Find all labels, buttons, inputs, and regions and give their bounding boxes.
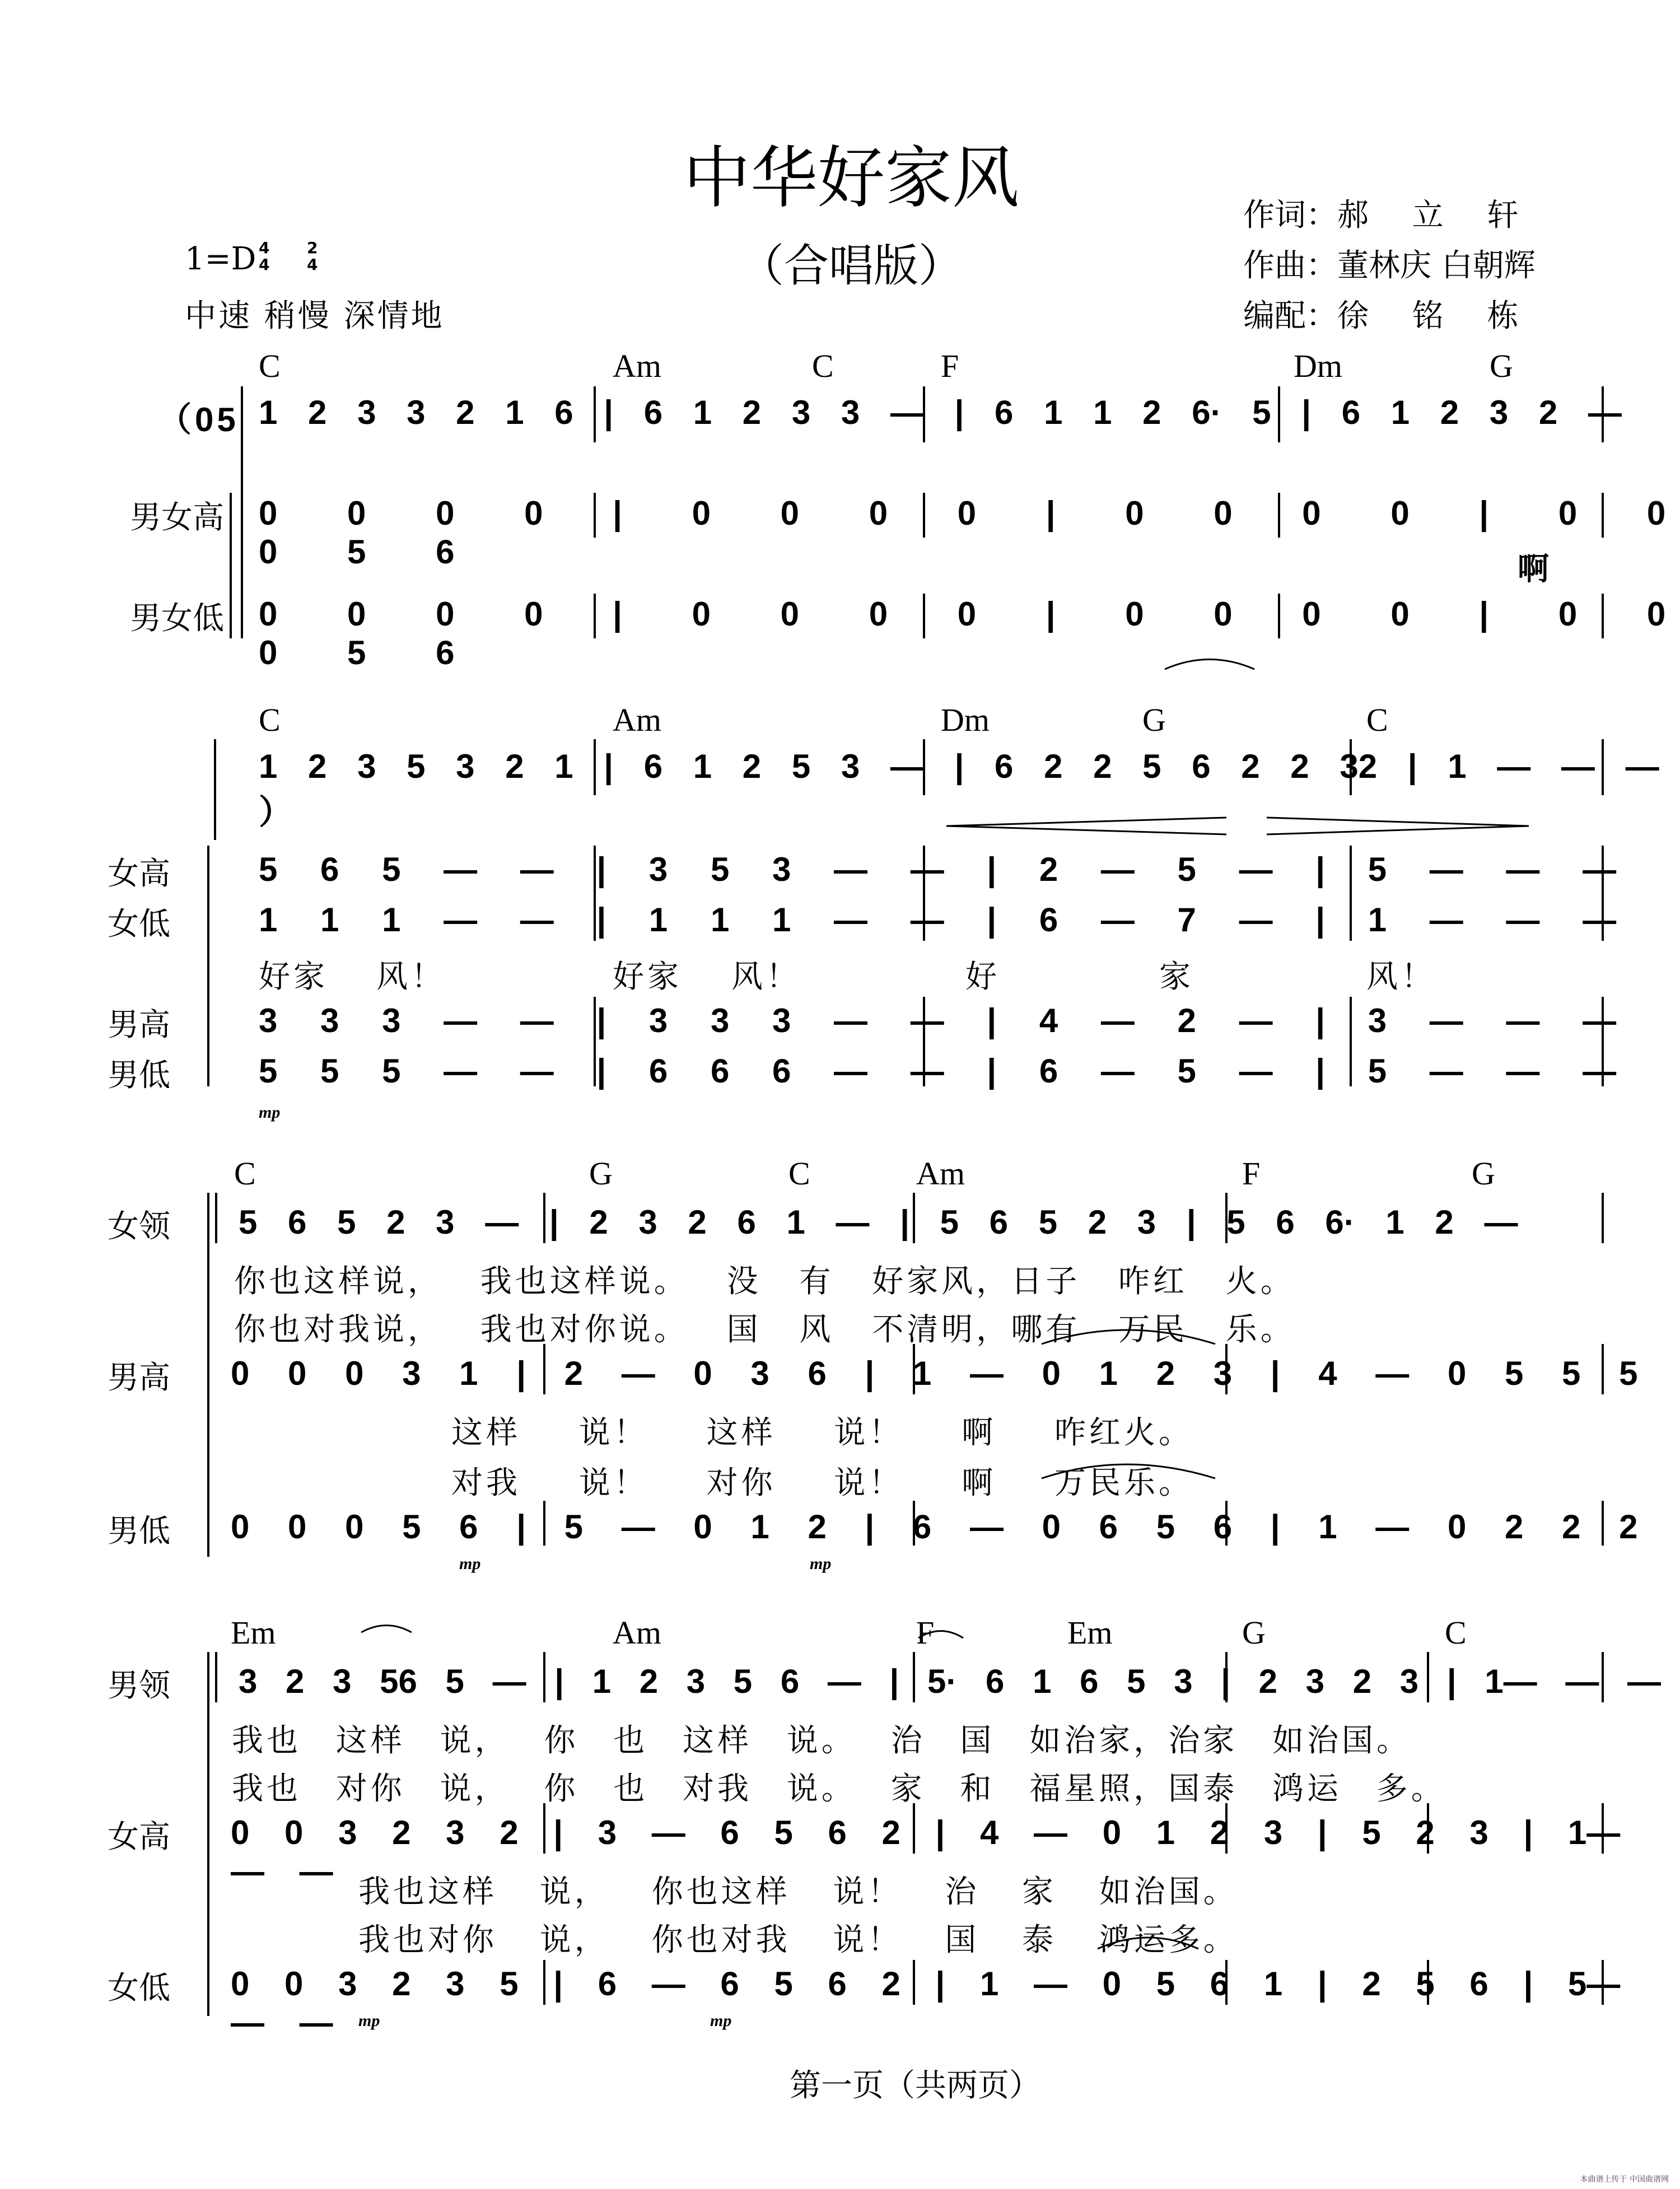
chord-symbol: C [234, 1155, 256, 1192]
watermark-stamp: 本曲谱上传于 中国曲谱网 [1580, 2175, 1669, 2184]
time-signature-2-4: 2 4 [307, 239, 318, 274]
page-footer: 第一页（共两页） [790, 2067, 1040, 2104]
chord-symbol: Am [613, 348, 661, 384]
part-label: 男低 [108, 1513, 170, 1549]
lyric-verse-2: 我也对你 说， 你也对我 说！ 国 泰 鸿运多。 [358, 1922, 1238, 1958]
melody-notes: 1 2 3 5 3 2 1 | 6 1 2 5 3 — | 6 2 2 5 6 2 2 32 | 1 — — — ） [259, 748, 1659, 831]
part-notes: 3 2 3 56 5 — | 1 2 3 5 6 — | 5· 6 1 6 5 3 | 2 3 2 3 | 1— — — [239, 1663, 1662, 1700]
chord-symbol: G [1472, 1155, 1495, 1192]
part-label: 男女低 [130, 600, 224, 637]
chord-symbol: F [941, 348, 959, 384]
key-signature: 1=D [185, 241, 256, 277]
lyric-word: 好家 [259, 959, 328, 995]
intro-pickup: （05 [158, 401, 239, 438]
melody-notes: 1 2 3 3 2 1 6 | 6 1 2 3 3 — | 6 1 1 2 6· 5 | 6 1 2 3 2 — [259, 394, 1622, 431]
credit-lyricist: 作词：郝 立 轩 [1243, 197, 1536, 234]
lyric-word: 好家 [613, 959, 682, 995]
lyric-verse-1: 我也 这样 说， 你 也 这样 说。 治 国 如治家，治家 如治国。 [232, 1723, 1412, 1759]
part-notes: 5 6 5 — — | 3 5 3 — — | 2 — 5 — | 5 — — — [259, 851, 1617, 888]
part-notes: 5 6 5 2 3 — | 2 3 2 6 1 — | 5 6 5 2 3 | 5 6 6· 1 2 — [239, 1203, 1518, 1241]
chord-symbol: Dm [941, 702, 990, 738]
chord-symbol: G [1242, 1614, 1266, 1651]
chord-symbol: Am [916, 1155, 965, 1192]
part-label: 男高 [108, 1360, 170, 1396]
lyric-verse-1: 这样 说！ 这样 说！ 啊 咋红火。 [451, 1415, 1194, 1451]
chord-symbol: Am [613, 1614, 661, 1651]
dynamic-marking: mp [459, 1555, 481, 1573]
chord-symbol: F [916, 1614, 935, 1651]
lyric-verse-1: 我也这样 说， 你也这样 说！ 治 家 如治国。 [358, 1874, 1238, 1910]
tempo-marking: 中速 稍慢 深情地 [185, 298, 445, 334]
lyric-verse-2: 对我 说！ 对你 说！ 啊 万民乐。 [451, 1465, 1194, 1501]
lyric-verse-2: 我也 对你 说， 你 也 对我 说。 家 和 福星照，国泰 鸿运 多。 [232, 1771, 1446, 1807]
part-label: 女低 [108, 906, 170, 942]
part-notes: 1 1 1 — — | 1 1 1 — — | 6 — 7 — | 1 — — — [259, 901, 1617, 939]
part-label: 女高 [108, 1819, 170, 1855]
chord-symbol: G [1490, 348, 1513, 384]
part-notes: 3 3 3 — — | 3 3 3 — — | 4 — 2 — | 3 — — — [259, 1002, 1617, 1039]
chord-symbol: Em [1067, 1614, 1113, 1651]
chord-symbol: C [259, 348, 281, 384]
part-notes: 0 0 0 3 1 | 2 — 0 3 6 | 1 — 0 1 2 3 | 4 — 0 5 5 5 [231, 1355, 1638, 1392]
lyric-word: 家 [1159, 959, 1194, 995]
chord-symbol: Em [231, 1614, 276, 1651]
page-title: 中华好家风 [683, 139, 1019, 217]
part-notes: 0 0 0 0 | 0 0 0 0 | 0 0 0 0 | 0 0 0 5 6 [259, 595, 1666, 671]
dynamic-marking: mp [710, 2011, 732, 2030]
dynamic-marking: mp [810, 1555, 832, 1573]
chord-symbol: C [1366, 702, 1388, 738]
lyric-verse-1: 你也这样说， 我也这样说。 没 有 好家风，日子 咋红 火。 [234, 1263, 1295, 1300]
part-label: 女高 [108, 856, 170, 892]
part-label: 男高 [108, 1007, 170, 1043]
lyric-word: 风！ [731, 959, 801, 995]
lyric-text: 啊 [1518, 550, 1552, 587]
chord-symbol: Dm [1294, 348, 1342, 384]
lyric-word: 风！ [1366, 959, 1436, 995]
dynamic-marking: mp [259, 1103, 281, 1122]
part-notes: 0 0 0 0 | 0 0 0 0 | 0 0 0 0 | 0 0 0 5 6 [259, 494, 1666, 571]
chord-symbol: C [259, 702, 281, 738]
credit-arranger: 编配：徐 铭 栋 [1243, 298, 1536, 334]
part-notes: 0 0 3 2 3 2 | 3 — 6 5 6 2 | 4 — 0 1 2 3 | 5 2 3 | 1— — — [231, 1814, 1621, 1890]
chord-symbol: Am [613, 702, 661, 738]
part-notes: 5 5 5 — — | 6 6 6 — — | 6 — 5 — | 5 — — — [259, 1052, 1617, 1090]
page-subtitle: （合唱版） [739, 240, 963, 292]
chord-symbol: G [589, 1155, 613, 1192]
chord-symbol: C [788, 1155, 810, 1192]
credit-composer: 作曲：董林庆 白朝辉 [1243, 248, 1536, 284]
chord-symbol: G [1142, 702, 1166, 738]
part-notes: 0 0 0 5 6 | 5 — 0 1 2 | 6 — 0 6 5 6 | 1 — 0 2 2 2 [231, 1508, 1638, 1546]
lyric-word: 风！ [376, 959, 446, 995]
dynamic-marking: mp [358, 2011, 380, 2030]
lyric-verse-2: 你也对我说， 我也对你说。 国 风 不清明，哪有 万民 乐。 [234, 1311, 1295, 1348]
part-label: 女领 [108, 1208, 170, 1245]
lyric-word: 好 [965, 959, 1000, 995]
part-label: 女低 [108, 1970, 170, 2006]
part-label: 男领 [108, 1668, 170, 1704]
chord-symbol: C [1445, 1614, 1467, 1651]
time-signature-4-4: 4 4 [259, 239, 270, 274]
part-label: 男低 [108, 1057, 170, 1094]
part-label: 男女高 [130, 500, 224, 536]
chord-symbol: F [1242, 1155, 1261, 1192]
part-notes: 0 0 3 2 3 5 | 6 — 6 5 6 2 | 1 — 0 5 6 1 | 2 5 6 | 5— — — [231, 1965, 1621, 2041]
chord-symbol: C [812, 348, 834, 384]
